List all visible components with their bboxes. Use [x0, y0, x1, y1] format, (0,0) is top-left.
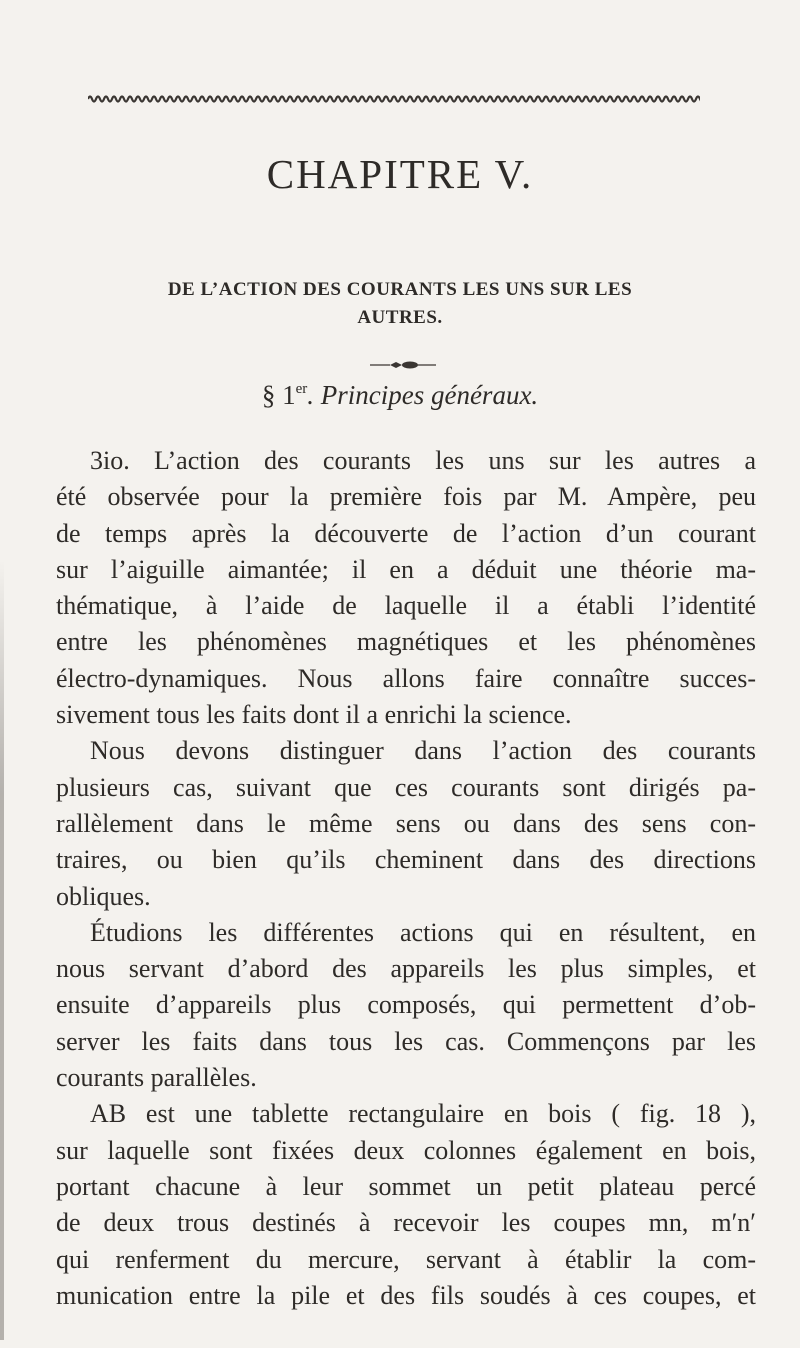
text-line: ensuite d’appareils plus composés, qui permettent d’ob- — [56, 990, 756, 1020]
decorative-top-rule — [88, 94, 700, 104]
chapter-subtitle-line-1: DE L’ACTION DES COURANTS LES UNS SUR LES — [167, 279, 633, 300]
text-line: de deux trous destinés à recevoir les coupes mn, m′n′ — [56, 1208, 756, 1238]
text-line: électro-dynamiques. Nous allons faire connaître succes- — [56, 663, 756, 693]
text-line: traires, ou bien qu’ils cheminent dans des directions — [56, 845, 756, 875]
text-line: 3io. L’action des courants les uns sur les autres a — [90, 446, 756, 475]
section-number: § 1 — [261, 380, 296, 410]
section-number-superscript: er — [295, 381, 308, 397]
text-line: portant chacune à leur sommet un petit plateau percé — [56, 1171, 756, 1201]
chapter-subtitle-line-2: AUTRES. — [357, 307, 443, 328]
text-line: sur laquelle sont fixées deux colonnes également en bois, — [56, 1135, 756, 1165]
text-line: été observée pour la première fois par M. Ampère, peu — [56, 482, 756, 512]
text-line: thématique, à l’aide de laquelle il a établi l’identité — [56, 591, 756, 621]
text-line: qui renferment du mercure, servant à établir la com- — [56, 1244, 756, 1274]
chapter-subtitle — [100, 276, 700, 332]
section-divider-ornament — [368, 360, 438, 370]
text-line: nous servant d’abord des appareils les plus simples, et — [56, 954, 756, 984]
text-line: plusieurs cas, suivant que ces courants sont dirigés pa- — [56, 772, 756, 802]
body-text — [56, 443, 756, 1314]
text-line: obliques. — [56, 881, 151, 911]
text-line: server les faits dans tous les cas. Commençons par les — [56, 1026, 756, 1056]
text-line: Nous devons distinguer dans l’action des courants — [90, 736, 756, 766]
text-line: de temps après la découverte de l’action d’un courant — [56, 518, 756, 548]
text-line: sur l’aiguille aimantée; il en a déduit une théorie ma- — [56, 554, 756, 584]
text-line: AB est une tablette rectangulaire en bois ( fig. 18 ), — [90, 1099, 756, 1129]
section-heading — [0, 380, 800, 411]
section-title: . Principes généraux. — [307, 380, 539, 410]
page-edge-shadow — [0, 560, 4, 1340]
text-line: rallèlement dans le même sens ou dans des sens con- — [56, 808, 756, 838]
text-line: courants parallèles. — [56, 1063, 257, 1093]
text-line: Étudions les différentes actions qui en résultent, en — [90, 917, 756, 947]
chapter-title: CHAPITRE V. — [266, 151, 534, 197]
text-line: sivement tous les faits dont il a enrichi la science. — [56, 700, 572, 730]
text-line: munication entre la pile et des fils soudés à ces coupes, et — [56, 1280, 756, 1310]
text-line: entre les phénomènes magnétiques et les phénomènes — [56, 627, 756, 657]
